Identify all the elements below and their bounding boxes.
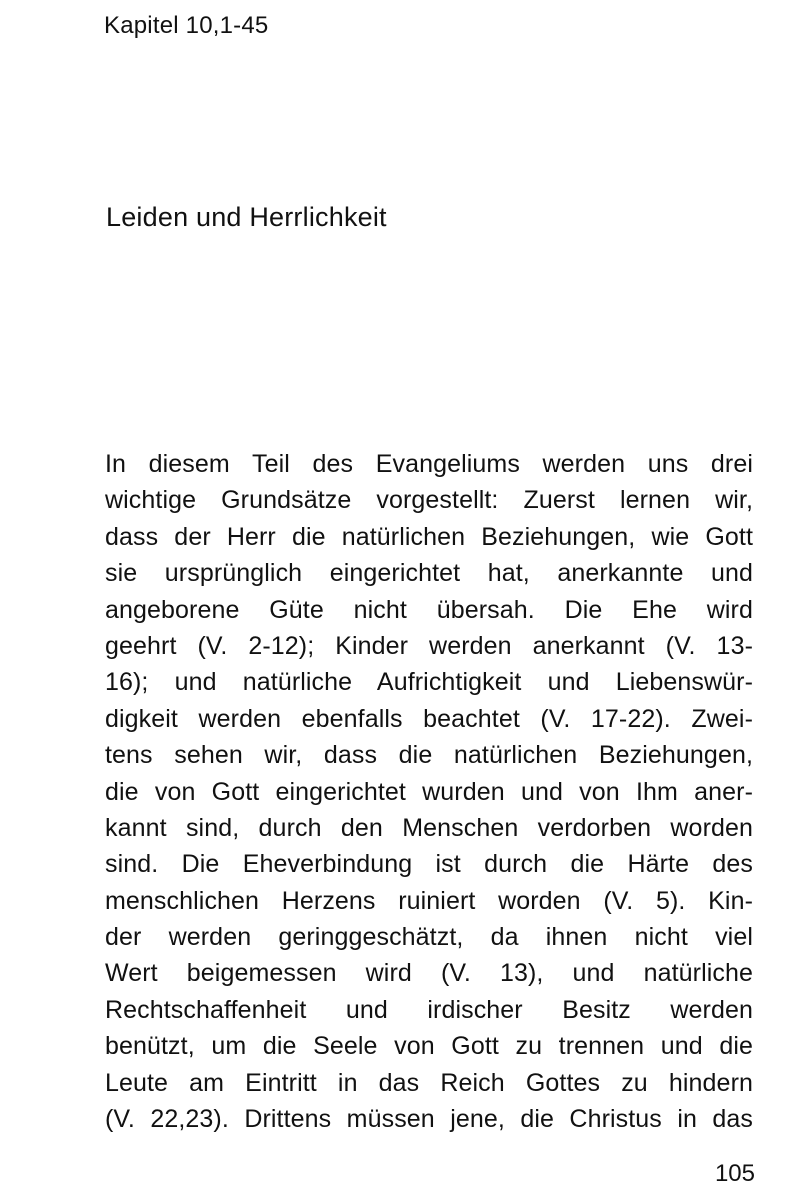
- text-line: dass der Herr die natürlichen Beziehungen, wie Gott: [105, 522, 753, 551]
- text-line: 16); und natürliche Aufrichtigkeit und Liebenswür-: [105, 668, 753, 697]
- page-number: 105: [714, 1160, 755, 1187]
- body-text: [105, 446, 753, 1137]
- text-line: (V. 22,23). Drittens müssen jene, die Christus in das: [105, 1105, 753, 1134]
- text-line: digkeit werden ebenfalls beachtet (V. 17-22). Zwei-: [105, 704, 753, 733]
- running-head: Kapitel 10,1-45: [104, 12, 269, 39]
- text-line: Wert beigemessen wird (V. 13), und natürliche: [105, 959, 753, 988]
- text-line: Leute am Eintritt in das Reich Gottes zu hindern: [105, 1068, 753, 1097]
- text-line: der werden geringgeschätzt, da ihnen nicht viel: [105, 923, 753, 952]
- text-line: In diesem Teil des Evangeliums werden uns drei: [105, 450, 753, 478]
- text-line: sie ursprünglich eingerichtet hat, anerkannte und: [105, 559, 753, 588]
- text-line: sind. Die Eheverbindung ist durch die Härte des: [105, 850, 753, 879]
- text-line: die von Gott eingerichtet wurden und von Ihm aner-: [105, 777, 753, 806]
- text-line: Rechtschaffenheit und irdischer Besitz werden: [105, 995, 753, 1024]
- text-line: geehrt (V. 2-12); Kinder werden anerkannt (V. 13-: [105, 631, 753, 660]
- text-line: angeborene Güte nicht übersah. Die Ehe wird: [105, 595, 753, 624]
- text-line: wichtige Grundsätze vorgestellt: Zuerst lernen wir,: [105, 486, 753, 515]
- text-line: kannt sind, durch den Menschen verdorben worden: [105, 813, 753, 842]
- chapter-title: Leiden und Herrlichkeit: [106, 202, 387, 232]
- text-line: benützt, um die Seele von Gott zu trennen und die: [105, 1032, 753, 1061]
- text-line: tens sehen wir, dass die natürlichen Beziehungen,: [105, 741, 753, 770]
- text-line: menschlichen Herzens ruiniert worden (V. 5). Kin-: [105, 886, 753, 915]
